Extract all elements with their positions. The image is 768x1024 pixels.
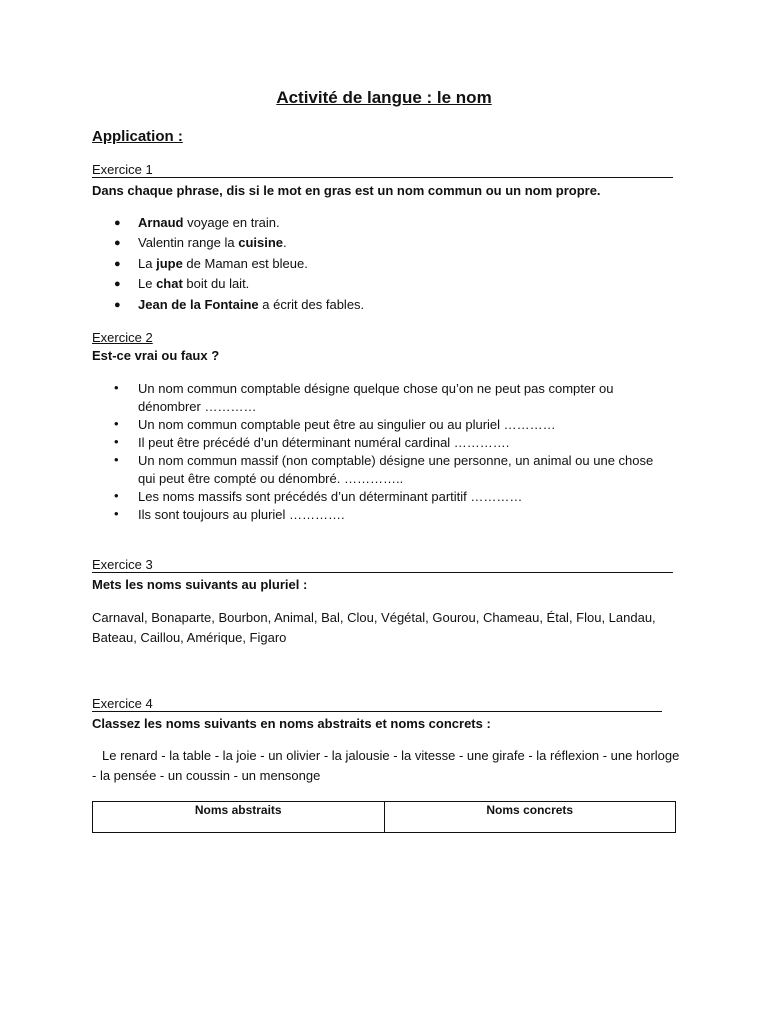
exercise-4-rule — [92, 711, 662, 712]
exercise-2-item: • Ils sont toujours au pluriel …………. — [114, 506, 345, 522]
exercise-2-item: • Il peut être précédé d’un déterminant numéral cardinal …………. — [114, 434, 510, 450]
column-header-noms-abstraits: Noms abstraits — [93, 802, 385, 833]
exercise-2-item: • Un nom commun massif (non comptable) désigne une personne, un animal ou une chose qui peut être compté ou dénombré. ………….. — [114, 452, 654, 486]
bullet-icon: • — [114, 434, 119, 449]
classification-table — [92, 801, 676, 833]
exercise-1-rule — [92, 177, 673, 178]
bullet-icon: • — [114, 452, 119, 467]
exercise-3-rule — [92, 572, 673, 573]
page-title: Activité de langue : le nom — [276, 88, 492, 107]
exercise-2-item: • Un nom commun comptable peut être au singulier ou au pluriel ………… — [114, 416, 556, 432]
exercise-1-heading: Exercice 1 — [92, 162, 153, 177]
bullet-icon: • — [114, 416, 119, 431]
bullet-icon: ● — [114, 299, 121, 311]
bullet-icon: • — [114, 506, 119, 521]
exercise-1-item: ● Valentin range la cuisine. — [114, 235, 287, 250]
bullet-icon: ● — [114, 237, 121, 249]
column-header-noms-concrets: Noms concrets — [384, 802, 676, 833]
exercise-1-item: ● Le chat boit du lait. — [114, 276, 250, 291]
exercise-2-heading: Exercice 2 — [92, 330, 153, 345]
exercise-3-heading: Exercice 3 — [92, 557, 153, 572]
exercise-4-instruction: Classez les noms suivants en noms abstraits et noms concrets : — [92, 716, 491, 731]
exercise-1-item: ● La jupe de Maman est bleue. — [114, 256, 308, 271]
exercise-3-word-list: Carnaval, Bonaparte, Bourbon, Animal, Bal, Clou, Végétal, Gourou, Chameau, Étal, Flou, Landau, Bateau, Caillou, Amérique, Figaro — [92, 610, 656, 645]
exercise-2-item: • Un nom commun comptable désigne quelque chose qu’on ne peut pas compter ou dénombrer ………… — [114, 380, 614, 414]
exercise-1-item: ● Arnaud voyage en train. — [114, 215, 280, 230]
application-label: Application : — [92, 128, 183, 145]
exercise-3-instruction: Mets les noms suivants au pluriel : — [92, 577, 308, 592]
bullet-icon: ● — [114, 258, 121, 270]
exercise-4-word-list: Le renard - la table - la joie - un olivier - la jalousie - la vitesse - une girafe - la réflexion - une horloge - la pensée - un coussin - un mensonge — [92, 748, 680, 783]
exercise-1-item: ● Jean de la Fontaine a écrit des fables. — [114, 297, 365, 312]
exercise-1-instruction: Dans chaque phrase, dis si le mot en gras est un nom commun ou un nom propre. — [92, 183, 601, 198]
exercise-4-heading: Exercice 4 — [92, 696, 153, 711]
exercise-2-item: • Les noms massifs sont précédés d’un déterminant partitif ………… — [114, 488, 523, 504]
exercise-2-instruction: Est-ce vrai ou faux ? — [92, 348, 220, 363]
bullet-icon: • — [114, 380, 119, 395]
bullet-icon: ● — [114, 217, 121, 229]
bullet-icon: • — [114, 488, 119, 503]
bullet-icon: ● — [114, 278, 121, 290]
